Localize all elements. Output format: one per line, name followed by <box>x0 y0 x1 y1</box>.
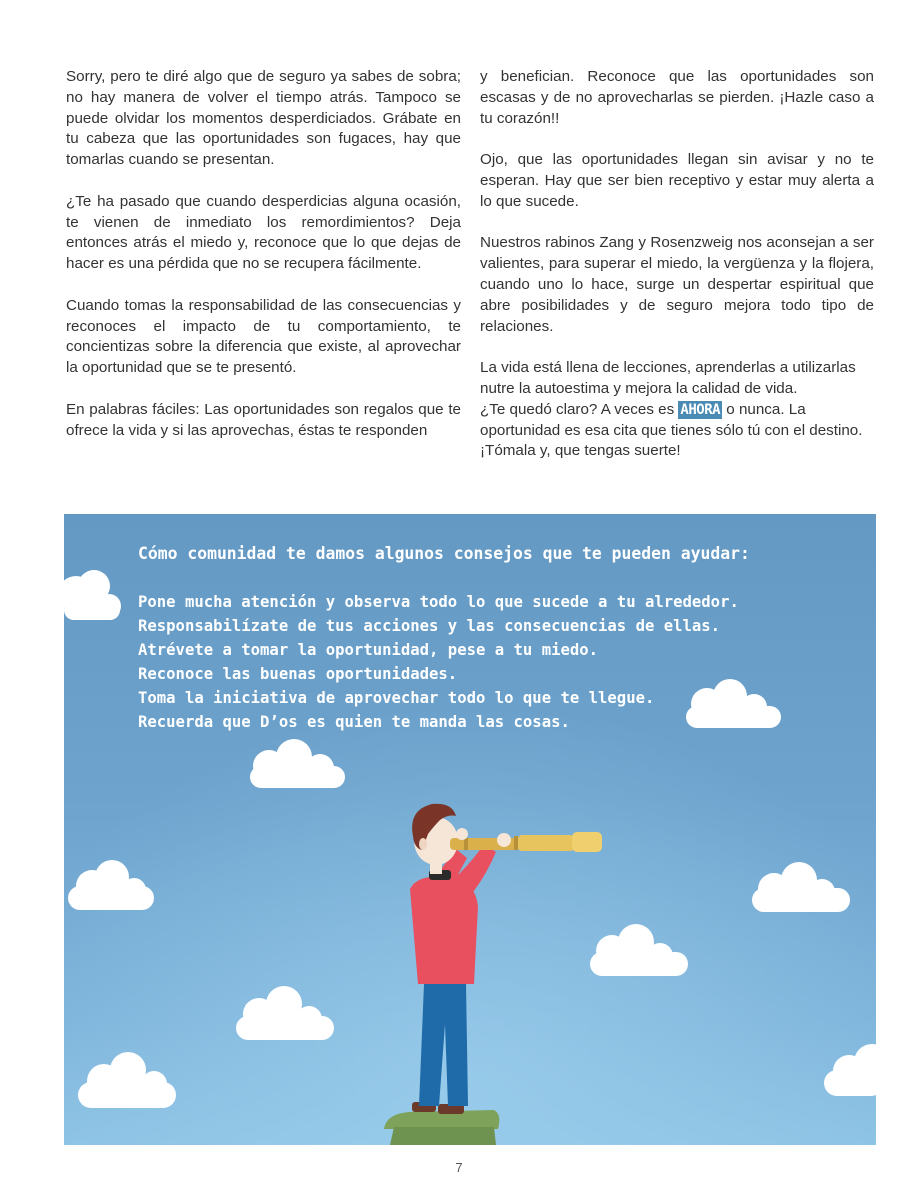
paragraph-5: y benefician. Reconoce que las oportunidades son escasas y de no aprovecharlas se pierden. ¡Hazle caso a tu corazón!! <box>480 68 874 127</box>
tips-list <box>138 590 858 734</box>
paragraph-8: La vida está llena de lecciones, aprenderlas a utilizarlas nutre la autoestima y mejora la calidad de vida. <box>480 359 856 397</box>
closing-paragraph <box>480 400 874 462</box>
closing-text-before: ¿Te quedó claro? A veces es <box>480 400 679 418</box>
ahora-highlight: AHORA <box>680 401 721 418</box>
page-number: 7 <box>455 1160 463 1175</box>
closing-text-after: o nunca. La oportunidad es esa cita que tienes sólo tú con el destino. ¡Tómala y, que tengas suerte! <box>480 400 863 460</box>
article-right-column <box>480 67 874 462</box>
tip-item: Atrévete a tomar la oportunidad, pese a tu miedo. <box>138 641 599 659</box>
tip-item: Reconoce las buenas oportunidades. <box>138 665 458 683</box>
tip-item: Recuerda que D’os es quien te manda las cosas. <box>138 713 570 731</box>
article-left-column <box>66 67 461 462</box>
paragraph-2: ¿Te ha pasado que cuando desperdicias alguna ocasión, te vienen de inmediato los remordimientos? Deja entonces atrás el miedo y, reconoce que lo que dejas de hacer es una pérdida que no se recupera fácilmente. <box>66 192 461 273</box>
tip-item: Pone mucha atención y observa todo lo que sucede a tu alrededor. <box>138 593 739 611</box>
tips-panel <box>64 514 876 1145</box>
paragraph-7: Nuestros rabinos Zang y Rosenzweig nos aconsejan a ser valientes, para superar el miedo, la vergüenza y la flojera, cuando uno lo hace, surge un despertar espiritual que abre posibilidades y de seguro mejora todo tipo de relaciones. <box>480 234 874 335</box>
paragraph-6: Ojo, que las oportunidades llegan sin avisar y no te esperan. Hay que ser bien receptivo y estar muy alerta a lo que sucede. <box>480 151 874 210</box>
tips-content <box>138 542 858 734</box>
tip-item: Responsabilízate de tus acciones y las consecuencias de ellas. <box>138 617 721 635</box>
paragraph-1: Sorry, pero te diré algo que de seguro ya sabes de sobra; no hay manera de volver el tiempo atrás. Tampoco se puede olvidar los momentos desperdiciados. Grábate en tu cabeza que las oportunidades son fugaces, hay que tomarlas cuando se presentan. <box>66 68 461 169</box>
paragraph-4: En palabras fáciles: Las oportunidades son regalos que te ofrece la vida y si las aprovechas, éstas te responden <box>66 400 461 439</box>
tip-item: Toma la iniciativa de aprovechar todo lo que te llegue. <box>138 689 655 707</box>
tips-heading: Cómo comunidad te damos algunos consejos que te pueden ayudar: <box>138 544 750 563</box>
paragraph-3: Cuando tomas la responsabilidad de las consecuencias y reconoces el impacto de tu comportamiento, te concientizas sobre la diferencia que existe, al aprovechar la oportunidad que se te presentó. <box>66 296 461 377</box>
